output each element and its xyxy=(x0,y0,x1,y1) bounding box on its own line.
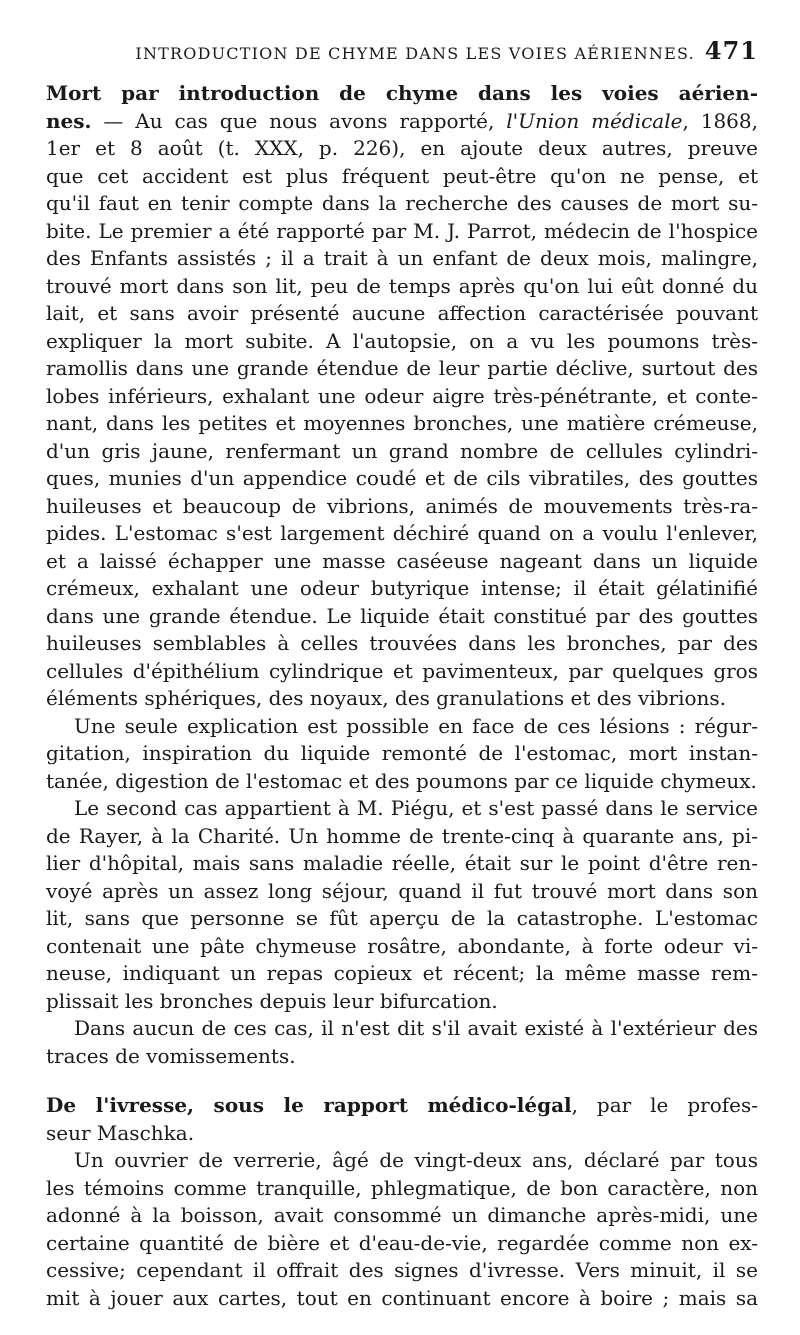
running-title: INTRODUCTION DE CHYME DANS LES VOIES AÉRIENNES. xyxy=(135,44,695,63)
text-line: 1er et 8 août (t. XXX, p. 226), en ajoute deux autres, preuve xyxy=(46,136,758,160)
text-line: certaine quantité de bière et d'eau-de-vie, regardée comme non ex- xyxy=(46,1230,758,1255)
text-span: , par le profes- xyxy=(571,1093,758,1117)
text-line: lit, sans que personne se fût aperçu de la catastrophe. L'estomac xyxy=(46,906,758,930)
text-line: adonné à la boisson, avait consommé un dimanche après-midi, une xyxy=(46,1203,758,1227)
text-line: lier d'hôpital, mais sans maladie réelle, était sur le point d'être ren- xyxy=(46,851,758,875)
text-span: — Au cas que nous avons rapporté, xyxy=(91,108,507,133)
text-line: expliquer la mort subite. A l'autopsie, on a vu les poumons très- xyxy=(46,328,758,353)
book-page xyxy=(46,36,758,1312)
text-line: huileuses et beaucoup de vibrions, animés de mouvements très-ra- xyxy=(46,493,758,518)
section-ivresse xyxy=(46,1092,758,1312)
text-line: dans une grande étendue. Le liquide était constitué par des gouttes xyxy=(46,603,758,628)
text-line: pides. L'estomac s'est largement déchiré quand on a voulu l'enlever, xyxy=(46,521,758,545)
section-heading: Mort par introduction de chyme dans les voies aérien- xyxy=(46,81,758,105)
text-line: cellules d'épithélium cylindrique et pavimenteux, par quelques gros xyxy=(46,658,758,683)
journal-citation: l'Union médicale xyxy=(506,108,683,133)
text-line: des Enfants assistés ; il a trait à un enfant de deux mois, malingre, xyxy=(46,246,758,270)
text-line: trouvé mort dans son lit, peu de temps après qu'on lui eût donné du xyxy=(46,273,758,298)
text-line: contenait une pâte chymeuse rosâtre, abondante, à forte odeur vi- xyxy=(46,933,758,958)
text-line: lobes inférieurs, exhalant une odeur aigre très-pénétrante, et conte- xyxy=(46,383,758,408)
section-mort-par-introduction xyxy=(46,80,758,1070)
page-number: 471 xyxy=(704,36,758,65)
text-line: qu'il faut en tenir compte dans la recherche des causes de mort su- xyxy=(46,191,758,215)
text-line: les témoins comme tranquille, phlegmatique, de bon caractère, non xyxy=(46,1175,758,1200)
text-line: ramollis dans une grande étendue de leur partie déclive, surtout des xyxy=(46,356,758,380)
text-line xyxy=(46,1092,758,1120)
text-line: bite. Le premier a été rapporté par M. J. Parrot, médecin de l'hospice xyxy=(46,218,758,243)
text-line: lait, et sans avoir présenté aucune affection caractérisée pouvant xyxy=(46,301,758,325)
text-line: crémeux, exhalant une odeur butyrique intense; il était gélatinifié xyxy=(46,576,758,600)
text-line: traces de vomissements. xyxy=(46,1043,296,1068)
section-spacer xyxy=(46,1070,758,1092)
text-line: et a laissé échapper une masse caséeuse nageant dans un liquide xyxy=(46,548,758,573)
text-line: de Rayer, à la Charité. Un homme de trente-cinq à quarante ans, pi- xyxy=(46,823,758,848)
text-line: gitation, inspiration du liquide remonté de l'estomac, mort instan- xyxy=(46,741,758,765)
text-line: d'un gris jaune, renfermant un grand nombre de cellules cylindri- xyxy=(46,438,758,463)
text-line: Un ouvrier de verrerie, âgé de vingt-deux ans, déclaré par tous xyxy=(74,1148,758,1172)
text-line: neuse, indiquant un repas copieux et récent; la même masse rem- xyxy=(46,961,758,985)
text-line: Une seule explication est possible en face de ces lésions : régur- xyxy=(74,713,758,738)
text-line: voyé après un assez long séjour, quand il fut trouvé mort dans son xyxy=(46,878,758,903)
text-line: huileuses semblables à celles trouvées dans les bronches, par des xyxy=(46,631,758,655)
text-line: seur Maschka. xyxy=(46,1120,195,1145)
running-header xyxy=(46,36,758,80)
text-line: tanée, digestion de l'estomac et des poumons par ce liquide chymeux. xyxy=(46,768,757,793)
text-line: éléments sphériques, des noyaux, des granulations et des vibrions. xyxy=(46,686,727,710)
text-line: plissait les bronches depuis leur bifurcation. xyxy=(46,988,498,1013)
section-heading-end: nes. xyxy=(46,108,92,133)
text-line: mit à jouer aux cartes, tout en continuant encore à boire ; mais sa xyxy=(46,1285,758,1310)
text-span: , 1868, xyxy=(682,108,758,133)
text-line: Dans aucun de ces cas, il n'est dit s'il avait existé à l'extérieur des xyxy=(74,1016,758,1040)
text-line: que cet accident est plus fréquent peut-être qu'on ne pense, et xyxy=(46,163,758,188)
text-line xyxy=(46,108,758,136)
text-line: nant, dans les petites et moyennes bronches, une matière crémeuse, xyxy=(46,411,758,435)
text-line: cessive; cependant il offrait des signes d'ivresse. Vers minuit, il se xyxy=(46,1258,758,1282)
text-line: Le second cas appartient à M. Piégu, et s'est passé dans le service xyxy=(74,796,758,820)
text-line: ques, munies d'un appendice coudé et de cils vibratiles, des gouttes xyxy=(46,466,758,490)
section-heading: De l'ivresse, sous le rapport médico-légal xyxy=(46,1093,572,1117)
